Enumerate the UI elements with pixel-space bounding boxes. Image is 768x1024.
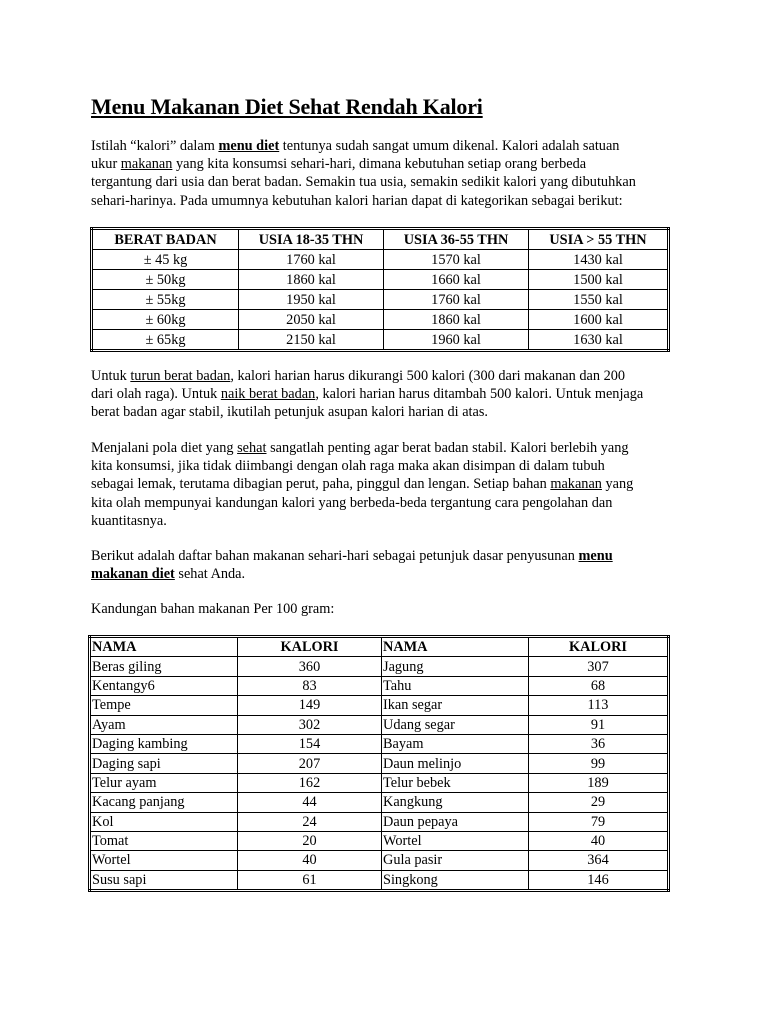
table-row bbox=[90, 870, 669, 890]
table-cell: 1860 kal bbox=[384, 310, 529, 330]
table-cell: 2050 kal bbox=[239, 310, 384, 330]
food-name: Daun melinjo bbox=[382, 754, 529, 773]
column-header: USIA 18-35 THN bbox=[239, 229, 384, 250]
table-cell: ± 50kg bbox=[92, 270, 239, 290]
text: , kalori harian harus ditambah 500 kalori. Untuk menjaga bbox=[315, 386, 644, 403]
text: Menjalani pola diet yang bbox=[91, 440, 238, 456]
food-calorie: 154 bbox=[238, 734, 382, 753]
food-calorie: 360 bbox=[238, 657, 382, 676]
table-row bbox=[90, 657, 669, 676]
food-calorie: 113 bbox=[529, 696, 669, 715]
food-name: Singkong bbox=[382, 870, 529, 890]
food-name: Beras giling bbox=[90, 657, 238, 676]
text: sangatlah penting agar berat badan stabil. Kalori berlebih yang bbox=[266, 440, 629, 456]
table-cell: 1660 kal bbox=[384, 270, 529, 290]
text: tentunya sudah sangat umum dikenal. Kalori adalah satuan bbox=[279, 138, 620, 154]
text: yang bbox=[601, 476, 634, 493]
table-cell: 1630 kal bbox=[529, 330, 669, 351]
food-calorie: 40 bbox=[238, 851, 382, 870]
food-name: Udang segar bbox=[382, 715, 529, 734]
table-cell: 1570 kal bbox=[384, 250, 529, 270]
food-calorie: 189 bbox=[529, 773, 669, 792]
table-cell: 1550 kal bbox=[529, 290, 669, 310]
column-header: KALORI bbox=[529, 637, 669, 657]
food-calorie: 149 bbox=[238, 696, 382, 715]
food-calorie: 83 bbox=[238, 676, 382, 695]
diet-line-1 bbox=[91, 439, 683, 457]
diet-line-5: kuantitasnya. bbox=[91, 512, 167, 529]
text: sehat Anda. bbox=[174, 566, 246, 583]
table-cell: ± 60kg bbox=[92, 310, 239, 330]
list-intro-line-2 bbox=[91, 565, 683, 583]
table-cell: 1760 kal bbox=[239, 250, 384, 270]
table-cell: 2150 kal bbox=[239, 330, 384, 351]
page-title: Menu Makanan Diet Sehat Rendah Kalori bbox=[91, 94, 483, 119]
column-header: NAMA bbox=[90, 637, 238, 657]
food-calorie: 44 bbox=[238, 793, 382, 812]
table-cell: 1500 kal bbox=[529, 270, 669, 290]
table-cell: 1430 kal bbox=[529, 250, 669, 270]
text: dari olah raga). Untuk bbox=[91, 386, 221, 403]
food-calorie: 307 bbox=[529, 657, 669, 676]
table-cell: ± 55kg bbox=[92, 290, 239, 310]
food-name: Telur bebek bbox=[382, 773, 529, 792]
list-intro-paragraph bbox=[91, 547, 683, 583]
table-cell: 1760 kal bbox=[384, 290, 529, 310]
table-cell: 1960 kal bbox=[384, 330, 529, 351]
food-calorie: 36 bbox=[529, 734, 669, 753]
food-calorie: 302 bbox=[238, 715, 382, 734]
table-cell: ± 45 kg bbox=[92, 250, 239, 270]
diet-paragraph bbox=[91, 439, 683, 530]
list-intro-line-1 bbox=[91, 547, 683, 565]
table-row bbox=[90, 831, 669, 850]
table-row bbox=[90, 696, 669, 715]
diet-line-3 bbox=[91, 475, 683, 493]
food-calorie: 24 bbox=[238, 812, 382, 831]
food-calorie: 68 bbox=[529, 676, 669, 695]
text: yang kita konsumsi sehari-hari, dimana kebutuhan setiap orang berbeda bbox=[172, 156, 587, 173]
table-cell: 1600 kal bbox=[529, 310, 669, 330]
menu-diet-link[interactable]: menu diet bbox=[218, 138, 280, 154]
text: Berikut adalah daftar bahan makanan sehari-hari sebagai petunjuk dasar penyusunan bbox=[91, 548, 579, 564]
food-name: Gula pasir bbox=[382, 851, 529, 870]
table-row bbox=[90, 793, 669, 812]
makanan-link[interactable]: makanan bbox=[120, 156, 173, 173]
food-calorie: 207 bbox=[238, 754, 382, 773]
weight-line-2 bbox=[91, 385, 683, 403]
food-name: Tempe bbox=[90, 696, 238, 715]
intro-line-3: tergantung dari usia dan berat badan. Semakin tua usia, semakin sedikit kalori yang dibutuhkan bbox=[91, 174, 636, 191]
sehat-link[interactable]: sehat bbox=[237, 440, 267, 456]
intro-line-1 bbox=[91, 137, 683, 155]
diet-line-4: kita olah mempunyai kandungan kalori yang berbeda-beda tergantung cara pengolahan dan bbox=[91, 494, 613, 511]
table-cell: 1950 kal bbox=[239, 290, 384, 310]
food-calorie: 29 bbox=[529, 793, 669, 812]
makanan-diet-link[interactable]: makanan diet bbox=[91, 566, 175, 583]
food-name: Kol bbox=[90, 812, 238, 831]
food-calorie: 79 bbox=[529, 812, 669, 831]
food-name: Wortel bbox=[382, 831, 529, 850]
table-row bbox=[90, 851, 669, 870]
food-name: Ikan segar bbox=[382, 696, 529, 715]
column-header: NAMA bbox=[382, 637, 529, 657]
text: ukur bbox=[91, 156, 121, 173]
food-calorie: 20 bbox=[238, 831, 382, 850]
table-header-row bbox=[92, 229, 669, 250]
food-name: Daging sapi bbox=[90, 754, 238, 773]
turun-berat-badan-link[interactable]: turun berat badan bbox=[130, 368, 231, 384]
food-name: Tahu bbox=[382, 676, 529, 695]
food-name: Jagung bbox=[382, 657, 529, 676]
food-calorie-table bbox=[88, 635, 670, 892]
table-row bbox=[92, 290, 669, 310]
table-row bbox=[92, 270, 669, 290]
diet-line-2: kita konsumsi, jika tidak diimbangi dengan olah raga maka akan disimpan di dalam tubuh bbox=[91, 458, 605, 475]
text: Istilah “kalori” dalam bbox=[91, 138, 219, 154]
per-100-gram-caption: Kandungan bahan makanan Per 100 gram: bbox=[91, 601, 335, 617]
column-header: KALORI bbox=[238, 637, 382, 657]
weight-line-1 bbox=[91, 367, 683, 385]
food-name: Kangkung bbox=[382, 793, 529, 812]
food-name: Daun pepaya bbox=[382, 812, 529, 831]
table-row bbox=[92, 310, 669, 330]
food-calorie: 61 bbox=[238, 870, 382, 890]
column-header: BERAT BADAN bbox=[92, 229, 239, 250]
table-row bbox=[92, 330, 669, 351]
naik-berat-badan-link[interactable]: naik berat badan bbox=[220, 386, 316, 403]
intro-line-2 bbox=[91, 155, 683, 173]
intro-paragraph bbox=[91, 137, 683, 210]
table-row bbox=[90, 754, 669, 773]
text: sebagai lemak, terutama dibagian perut, paha, pinggul dan lengan. Setiap bahan bbox=[91, 476, 551, 493]
food-name: Daging kambing bbox=[90, 734, 238, 753]
food-name: Kacang panjang bbox=[90, 793, 238, 812]
food-name: Wortel bbox=[90, 851, 238, 870]
table-row bbox=[90, 676, 669, 695]
table-row bbox=[90, 734, 669, 753]
weight-paragraph bbox=[91, 367, 683, 422]
food-name: Bayam bbox=[382, 734, 529, 753]
text: , kalori harian harus dikurangi 500 kalori (300 dari makanan dan 200 bbox=[230, 368, 626, 384]
food-calorie: 99 bbox=[529, 754, 669, 773]
weight-line-3: berat badan agar stabil, ikutilah petunjuk asupan kalori harian di atas. bbox=[91, 404, 489, 421]
food-name: Kentangy6 bbox=[90, 676, 238, 695]
calorie-needs-table bbox=[90, 227, 670, 352]
food-calorie: 91 bbox=[529, 715, 669, 734]
food-calorie: 146 bbox=[529, 870, 669, 890]
food-name: Susu sapi bbox=[90, 870, 238, 890]
food-calorie: 364 bbox=[529, 851, 669, 870]
intro-line-4: sehari-harinya. Pada umumnya kebutuhan kalori harian dapat di kategorikan sebagai berikut: bbox=[91, 192, 623, 209]
table-cell: 1860 kal bbox=[239, 270, 384, 290]
text: Untuk bbox=[91, 368, 131, 384]
table-row bbox=[90, 715, 669, 734]
table-row bbox=[90, 812, 669, 831]
makanan-link-2[interactable]: makanan bbox=[550, 476, 602, 493]
table-cell: ± 65kg bbox=[92, 330, 239, 351]
table-header-row bbox=[90, 637, 669, 657]
table-row bbox=[92, 250, 669, 270]
food-name: Tomat bbox=[90, 831, 238, 850]
food-calorie: 40 bbox=[529, 831, 669, 850]
food-name: Ayam bbox=[90, 715, 238, 734]
food-calorie: 162 bbox=[238, 773, 382, 792]
column-header: USIA > 55 THN bbox=[529, 229, 669, 250]
table-row bbox=[90, 773, 669, 792]
food-name: Telur ayam bbox=[90, 773, 238, 792]
menu-link[interactable]: menu bbox=[578, 548, 613, 564]
column-header: USIA 36-55 THN bbox=[384, 229, 529, 250]
